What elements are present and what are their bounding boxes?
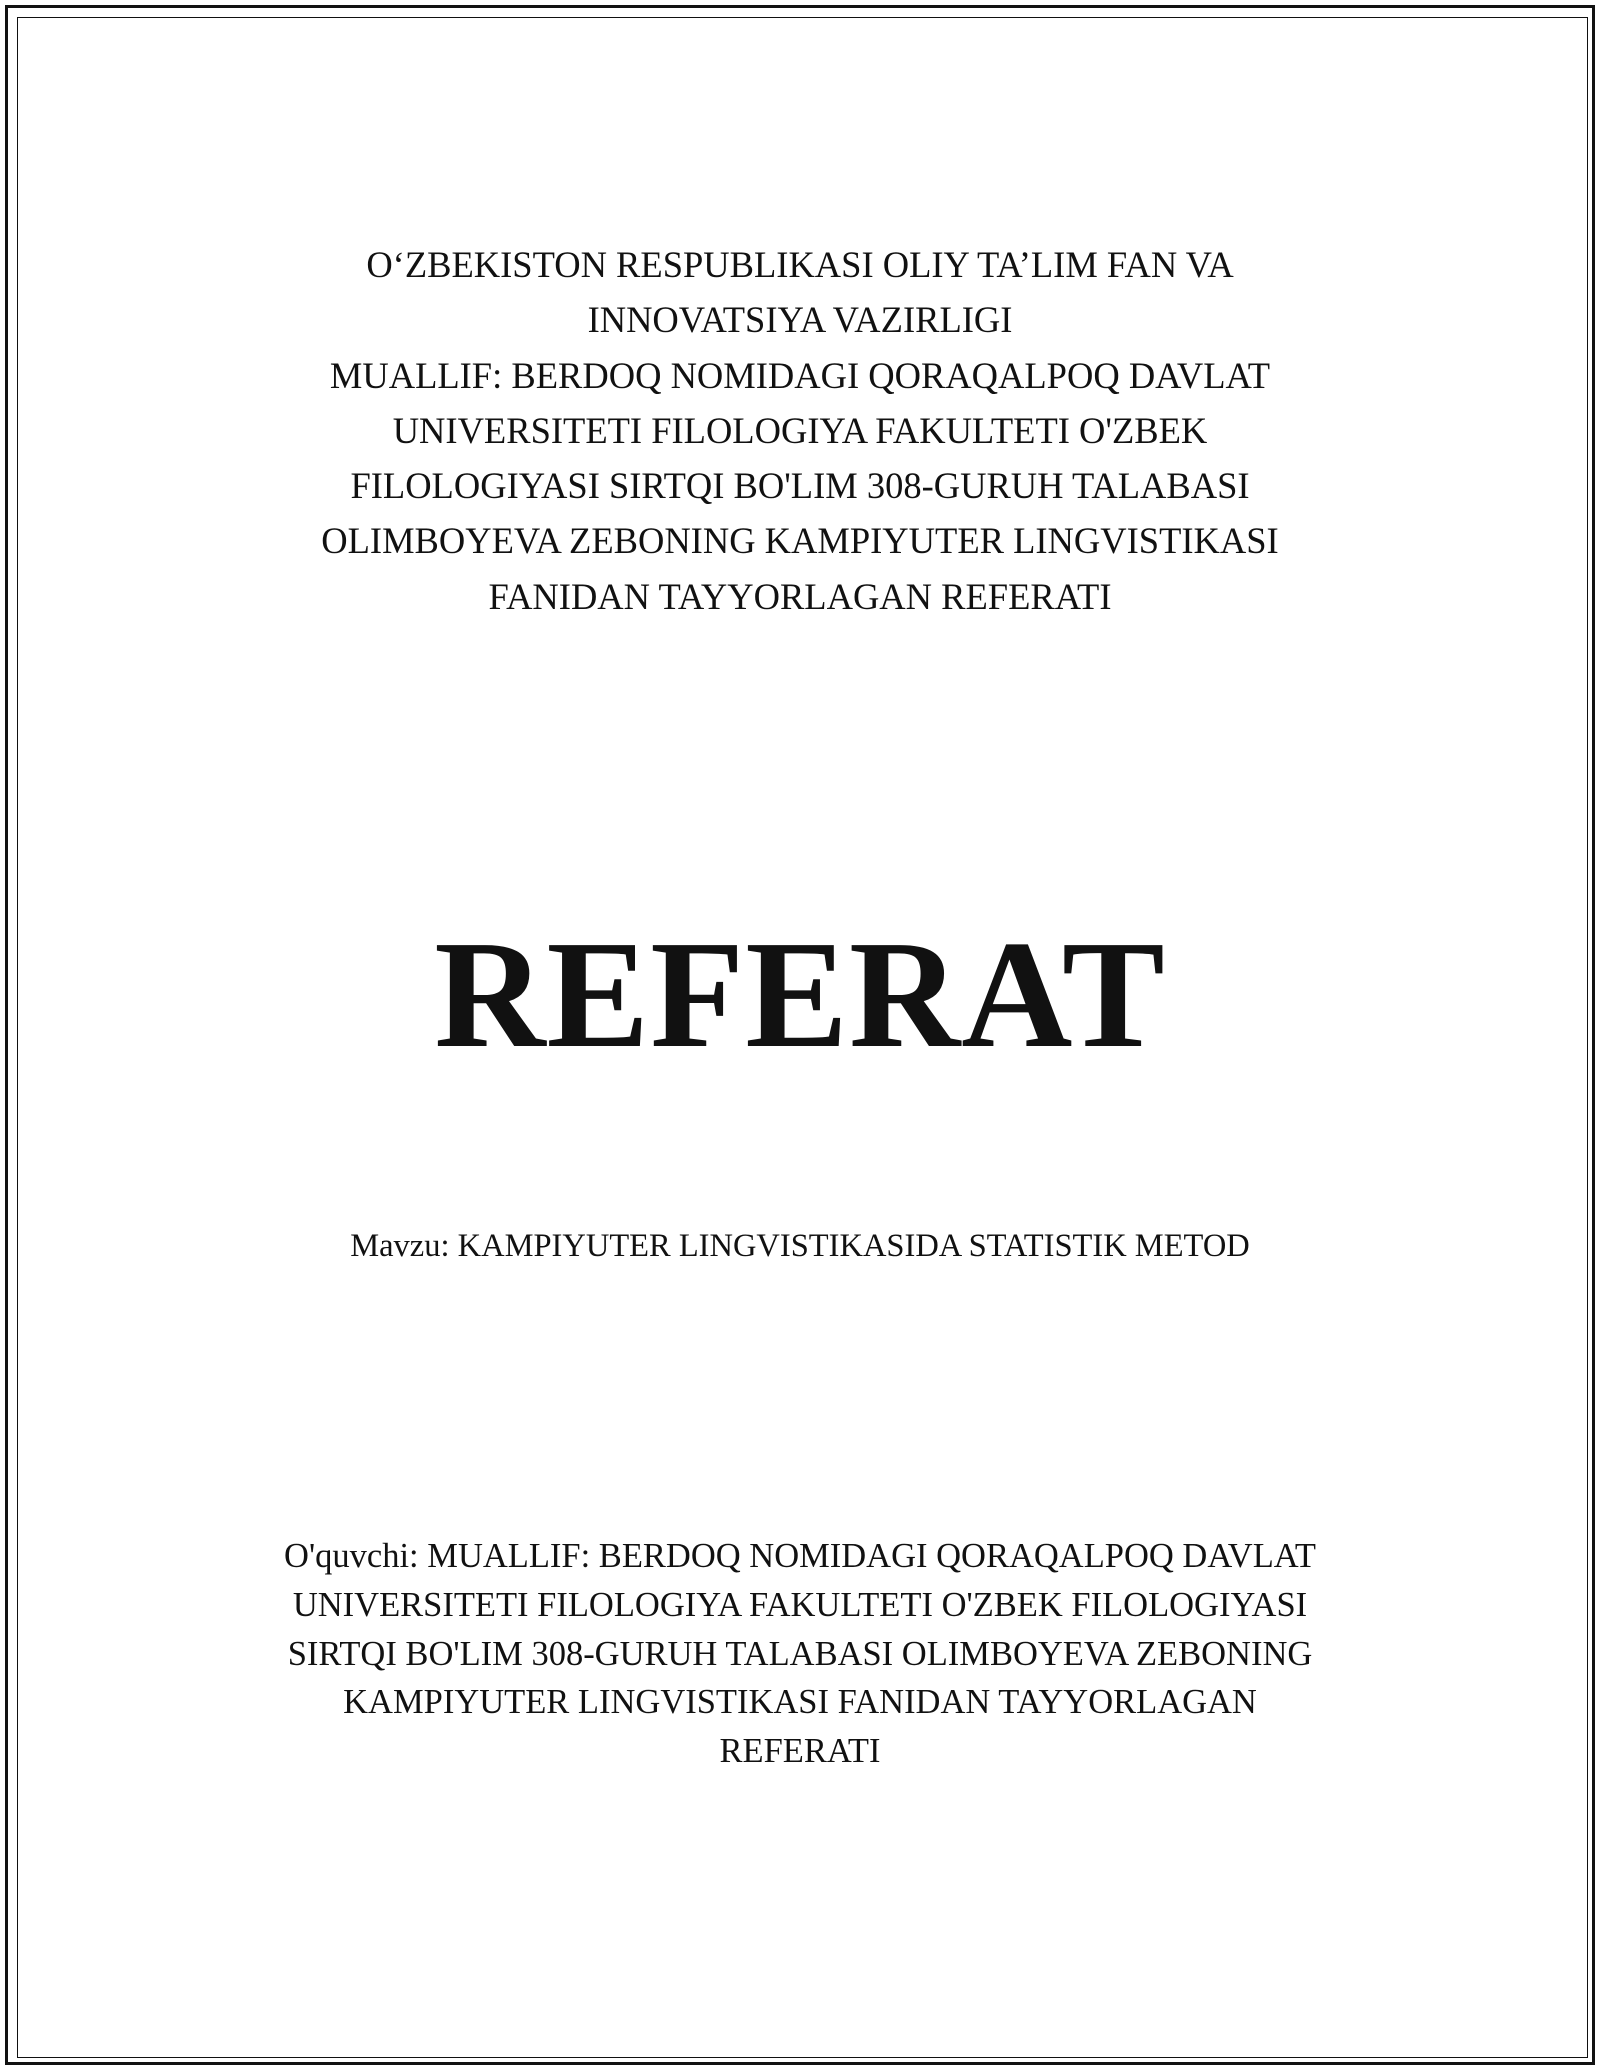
topic-line: Mavzu: KAMPIYUTER LINGVISTIKASIDA STATISTIK METOD bbox=[350, 1228, 1250, 1264]
student-line: REFERATI bbox=[719, 1732, 881, 1771]
header-line: UNIVERSITETI FILOLOGIYA FAKULTETI O'ZBEK bbox=[392, 409, 1208, 451]
student-line: UNIVERSITETI FILOLOGIYA FAKULTETI O'ZBEK FILOLOGIYASI bbox=[292, 1585, 1308, 1624]
student-line: SIRTQI BO'LIM 308-GURUH TALABASI OLIMBOYEVA ZEBONING bbox=[287, 1634, 1313, 1673]
student-line: KAMPIYUTER LINGVISTIKASI FANIDAN TAYYORLAGAN bbox=[343, 1683, 1257, 1722]
document-title: REFERAT bbox=[434, 910, 1166, 1080]
student-info bbox=[200, 1532, 1400, 1776]
header-line: FILOLOGIYASI SIRTQI BO'LIM 308-GURUH TALABASI bbox=[350, 465, 1250, 507]
header-line: MUALLIF: BERDOQ NOMIDAGI QORAQALPOQ DAVLAT bbox=[329, 354, 1271, 396]
header-line: O‘ZBEKISTON RESPUBLIKASI OLIY TA’LIM FAN VA bbox=[366, 244, 1234, 285]
ministry-header bbox=[200, 237, 1400, 624]
header-line: OLIMBOYEVA ZEBONING KAMPIYUTER LINGVISTIKASI bbox=[321, 520, 1279, 562]
header-line: INNOVATSIYA VAZIRLIGI bbox=[587, 299, 1013, 341]
student-line: O'quvchi: MUALLIF: BERDOQ NOMIDAGI QORAQALPOQ DAVLAT bbox=[284, 1537, 1316, 1575]
header-line: FANIDAN TAYYORLAGAN REFERATI bbox=[488, 575, 1112, 617]
